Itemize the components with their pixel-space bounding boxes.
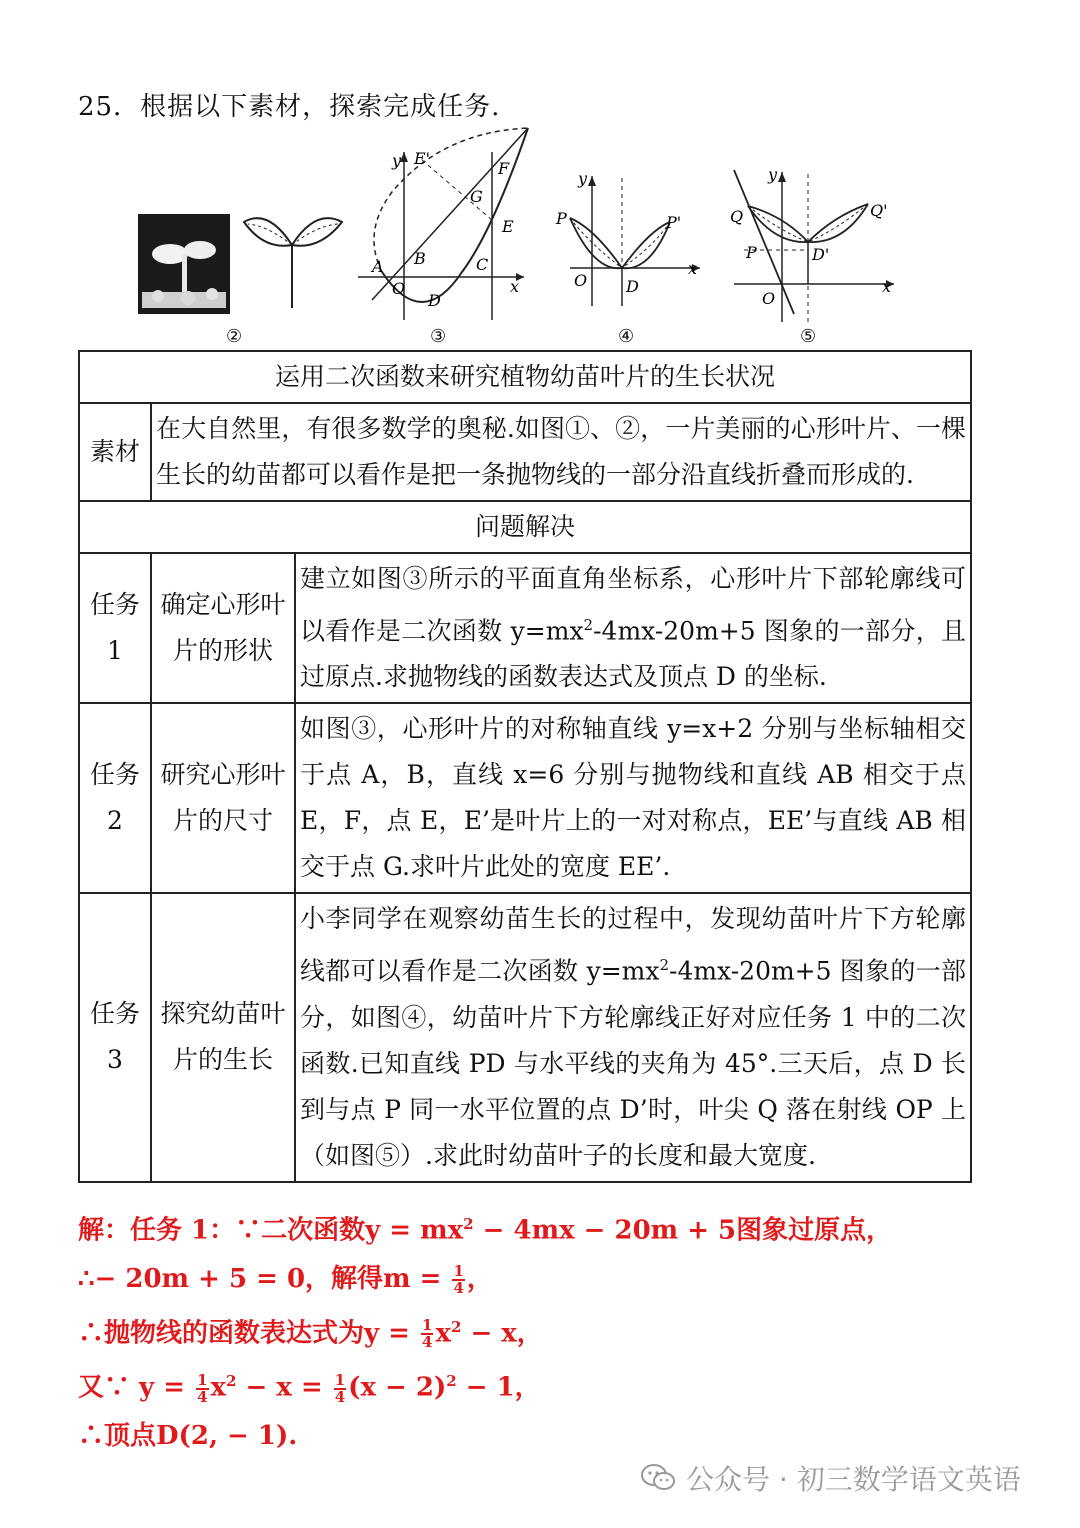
task-3-label [79, 893, 151, 1181]
figure-5-label: ⑤ [800, 326, 817, 347]
fig4-label-o: O [574, 271, 588, 290]
table-header-row [79, 351, 971, 403]
wechat-icon [640, 1463, 676, 1493]
fraction [196, 1370, 208, 1406]
seedling-photo [138, 214, 230, 314]
task-3-text-part-b: -4mx-20m+5 图象的一部分，如图④，幼苗叶片下方轮廓线正好对应任务 1 中的二次函数.已知直线 PD 与水平线的夹角为 45°.三天后，点 D 长到与点 P 同一水平位置的点 D’时，叶尖 Q 落在射线 OP 上（如图⑤）.求此时幼苗叶子的长度和最大宽度. [300, 956, 966, 1170]
fig3-label-a: A [372, 257, 384, 276]
sol-l4-a: 又∵ y = [78, 1372, 195, 1403]
task-1-text [295, 553, 971, 703]
fraction [421, 1318, 433, 1350]
figure-5-grown-leaf [724, 164, 904, 324]
sol-l4-c: − x = [236, 1372, 332, 1403]
task-1-name: 确定心形叶片的形状 [151, 553, 295, 703]
fig5-label-x: x [882, 277, 892, 296]
sol-l3-c: − x， [461, 1318, 543, 1349]
material-text: 在大自然里，有很多数学的奥秘.如图①、②，一片美丽的心形叶片、一棵生长的幼苗都可以看作是把一条抛物线的一部分沿直线折叠而形成的. [151, 403, 971, 501]
task-table [78, 350, 972, 1183]
task-1-label-word: 任务 [89, 590, 140, 620]
fig5-label-q: Q [730, 207, 744, 226]
solution-line-5: ∴顶点D(2, − 1). [78, 1420, 298, 1451]
fig5-label-p: P [746, 243, 757, 262]
solution-block [78, 1200, 892, 1460]
fig4-label-y: y [578, 169, 588, 188]
task-3-superscript: 2 [659, 956, 669, 975]
solution-line-1 [78, 1200, 892, 1255]
fig5-label-y: y [768, 165, 778, 184]
task-2-name: 研究心形叶片的尺寸 [151, 703, 295, 893]
fig5-label-o: O [762, 289, 776, 308]
material-label: 素材 [79, 403, 151, 501]
solution-line-3 [78, 1303, 892, 1358]
sol-l1-a: 解：任务 1：∵二次函数y = mx [78, 1215, 464, 1246]
task-1-text-part-a: 建立如图③所示的平面直角坐标系，心形叶片下部轮廓线可以看作是二次函数 y=mx [300, 564, 966, 646]
figure-3-heart-leaf [352, 122, 532, 322]
table-header: 运用二次函数来研究植物幼苗叶片的生长状况 [79, 351, 971, 403]
sol-l3-a: ∴抛物线的函数表达式为y = [78, 1318, 419, 1349]
sol-l2-b: ， [466, 1263, 493, 1294]
fig4-label-x: x [688, 259, 698, 278]
watermark-text: 公众号 · 初三数学语文英语 [686, 1463, 1021, 1496]
watermark [640, 1458, 1021, 1498]
sol-l3-sup: 2 [450, 1317, 462, 1336]
task-3-label-word: 任务 [89, 999, 140, 1029]
task-row-2 [79, 703, 971, 893]
sol-l4-sup1: 2 [226, 1372, 237, 1391]
fig4-label-p: P [556, 209, 567, 228]
solution-line-2 [78, 1255, 892, 1303]
sol-l3-b: x [435, 1318, 451, 1349]
fig5-label-d-prime: D' [812, 245, 830, 264]
figure-4-seedling-leaf [554, 168, 704, 308]
fraction-denominator: 4 [453, 1278, 464, 1297]
fig5-label-q-prime: Q' [870, 201, 888, 220]
task-row-3 [79, 893, 971, 1181]
task-2-label-word: 任务 [89, 760, 140, 790]
sol-l1-b: − 4mx − 20m + 5图象过原点， [473, 1215, 893, 1246]
fraction-numerator: 1 [197, 1370, 208, 1389]
task-1-label-number: 1 [107, 636, 123, 666]
task-2-label [79, 703, 151, 893]
task-3-label-number: 3 [107, 1045, 123, 1075]
task-3-text-part-a: 小李同学在观察幼苗生长的过程中，发现幼苗叶片下方轮廓线都可以看作是二次函数 y=mx [300, 904, 966, 986]
sol-l4-sup2: 2 [446, 1372, 457, 1391]
solution-line-4 [78, 1357, 892, 1412]
fig3-label-g: G [470, 187, 483, 206]
fig4-label-p-prime: P' [666, 213, 682, 232]
fraction-denominator: 4 [197, 1387, 208, 1406]
problem-header-row [79, 501, 971, 553]
task-2-text: 如图③，心形叶片的对称轴直线 y=x+2 分别与坐标轴相交于点 A，B，直线 x=6 分别与抛物线和直线 AB 相交于点 E，F，点 E，E’是叶片上的一对对称点，EE’与直线 AB 相交于点 G.求叶片此处的宽度 EE’. [295, 703, 971, 893]
fig3-label-o: O [392, 279, 406, 298]
fig3-label-c: C [476, 255, 489, 274]
figure-3-label: ③ [430, 326, 447, 347]
fig3-label-e: E [502, 217, 514, 236]
fraction-denominator: 4 [422, 1333, 433, 1352]
figure-2-label: ② [226, 326, 243, 347]
fig3-label-d: D [428, 291, 441, 310]
fraction-numerator: 1 [334, 1370, 346, 1389]
fig3-label-e-prime: E' [414, 149, 431, 168]
fig3-label-x: x [510, 277, 520, 296]
task-row-1 [79, 553, 971, 703]
fraction-numerator: 1 [453, 1261, 464, 1280]
task-3-name: 探究幼苗叶片的生长 [151, 893, 295, 1181]
sol-l1-sup: 2 [463, 1215, 474, 1233]
sol-l4-d: (x − 2) [348, 1372, 447, 1403]
fraction [452, 1261, 464, 1297]
problem-header: 问题解决 [79, 501, 971, 553]
fraction-numerator: 1 [422, 1316, 433, 1335]
task-1-text-part-b: -4mx-20m+5 图象的一部分，且过原点.求抛物线的函数表达式及顶点 D 的坐标. [300, 616, 966, 692]
fig3-label-y: y [392, 151, 402, 170]
material-row [79, 403, 971, 501]
figure-4-label: ④ [618, 326, 635, 347]
figure-2-sprout [238, 210, 348, 310]
question-title: 25．根据以下素材，探索完成任务. [78, 92, 501, 122]
fig3-label-f: F [498, 159, 510, 178]
sol-l4-b: x [210, 1372, 227, 1403]
task-1-label [79, 553, 151, 703]
sol-l4-e: − 1， [456, 1372, 541, 1403]
sol-l2-a: ∴− 20m + 5 = 0，解得m = [78, 1263, 451, 1294]
fig3-label-b: B [414, 249, 426, 268]
task-3-text [295, 893, 971, 1181]
fraction [334, 1370, 346, 1406]
fig4-label-d: D [626, 277, 639, 296]
fraction-denominator: 4 [334, 1387, 346, 1406]
task-2-label-number: 2 [107, 806, 123, 836]
task-1-superscript: 2 [583, 616, 594, 634]
